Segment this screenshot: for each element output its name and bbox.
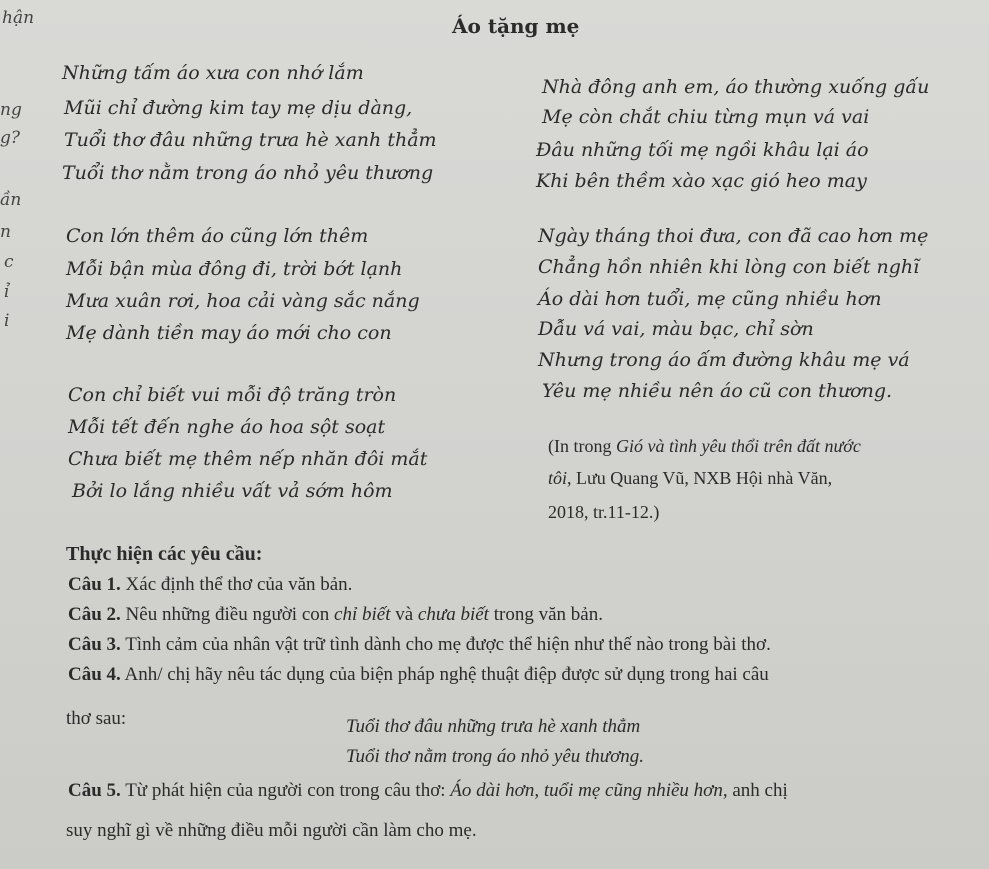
question-label: Câu 5.	[68, 780, 121, 801]
poem-line: Con chỉ biết vui mỗi độ trăng tròn	[68, 384, 397, 406]
question-label: Câu 4.	[68, 664, 121, 685]
edge-fragment: n	[0, 222, 11, 242]
edge-fragment: c	[4, 252, 14, 272]
question-text: Từ phát hiện của người con trong câu thơ:	[120, 780, 451, 801]
poem-line: Những tấm áo xưa con nhớ lắm	[62, 62, 364, 84]
question-text: Nêu những điều người con	[120, 604, 335, 625]
poem-line: Mỗi tết đến nghe áo hoa sột soạt	[68, 416, 386, 438]
citation-book-title-end: tôi	[548, 468, 568, 488]
question-5-continued: suy nghĩ gì về những điều mỗi người cần làm cho mẹ.	[66, 820, 477, 841]
question-4-continued: thơ sau:	[66, 708, 127, 729]
poem-line: Yêu mẹ nhiều nên áo cũ con thương.	[542, 380, 893, 402]
quoted-poem-line: Tuổi thơ nằm trong áo nhỏ yêu thương.	[346, 746, 645, 767]
question-5	[68, 780, 788, 802]
citation-book-title: Gió và tình yêu thổi trên đất nước	[615, 436, 861, 456]
poem-line: Mưa xuân rơi, hoa cải vàng sắc nắng	[66, 290, 420, 312]
requirements-heading: Thực hiện các yêu cầu:	[66, 543, 263, 565]
edge-fragment: i	[4, 311, 10, 331]
poem-line: Ngày tháng thoi đưa, con đã cao hơn mẹ	[538, 225, 929, 247]
poem-line: Mẹ dành tiền may áo mới cho con	[66, 322, 392, 344]
poem-line: Tuổi thơ nằm trong áo nhỏ yêu thương	[62, 162, 434, 184]
poem-line: Nhà đông anh em, áo thường xuống gấu	[542, 76, 930, 98]
poem-line: Áo dài hơn tuổi, mẹ cũng nhiều hơn	[538, 288, 882, 310]
citation-line-1	[548, 436, 861, 457]
question-label: Câu 3.	[68, 634, 121, 655]
poem-line: Bởi lo lắng nhiều vất vả sớm hôm	[72, 480, 393, 502]
citation-line-2	[548, 468, 832, 489]
question-text: Xác định thể thơ của văn bản.	[120, 574, 353, 595]
poem-title: Áo tặng mẹ	[452, 14, 580, 38]
question-text: , anh chị	[722, 780, 788, 801]
poem-line: Mỗi bận mùa đông đi, trời bớt lạnh	[66, 258, 403, 280]
question-text: và	[390, 604, 418, 625]
question-text: trong văn bản.	[488, 604, 603, 625]
edge-fragment: ỉ	[4, 282, 10, 302]
question-emphasis: Áo dài hơn, tuổi mẹ cũng nhiều hơn	[450, 780, 723, 801]
question-4	[68, 664, 769, 686]
question-emphasis: chỉ biết	[334, 604, 391, 625]
poem-line: Đâu những tối mẹ ngồi khâu lại áo	[536, 139, 869, 161]
poem-line: Nhưng trong áo ấm đường khâu mẹ vá	[538, 349, 910, 371]
poem-line: Chưa biết mẹ thêm nếp nhăn đôi mắt	[68, 448, 428, 470]
question-2	[68, 604, 603, 626]
quoted-poem-line: Tuổi thơ đâu những trưa hè xanh thẳm	[346, 716, 641, 737]
citation-line-3: 2018, tr.11-12.)	[548, 502, 660, 522]
question-3	[68, 634, 771, 656]
question-text: Tình cảm của nhân vật trữ tình dành cho mẹ được thể hiện như thế nào trong bài thơ.	[120, 634, 771, 655]
citation-prefix: (In trong	[548, 436, 616, 456]
poem-line: Khi bên thềm xào xạc gió heo may	[536, 170, 867, 192]
citation-author: , Lưu Quang Vũ, NXB Hội nhà Văn,	[567, 468, 833, 488]
question-label: Câu 1.	[68, 574, 121, 595]
question-text: Anh/ chị hãy nêu tác dụng của biện pháp nghệ thuật điệp được sử dụng trong hai câu	[120, 664, 769, 685]
poem-line: Chẳng hồn nhiên khi lòng con biết nghĩ	[538, 256, 920, 278]
question-label: Câu 2.	[68, 604, 121, 625]
poem-line: Mẹ còn chắt chiu từng mụn vá vai	[542, 106, 870, 128]
poem-line: Dẫu vá vai, màu bạc, chỉ sờn	[538, 318, 814, 340]
edge-fragment: g?	[0, 128, 20, 148]
question-emphasis: chưa biết	[417, 604, 489, 625]
poem-line: Mũi chỉ đường kim tay mẹ dịu dàng,	[64, 97, 413, 119]
question-1	[68, 574, 352, 596]
poem-line: Tuổi thơ đâu những trưa hè xanh thẳm	[64, 129, 437, 151]
poem-line: Con lớn thêm áo cũng lớn thêm	[66, 225, 369, 247]
edge-fragment: ng	[0, 100, 22, 120]
edge-fragment: ần	[0, 190, 22, 210]
edge-fragment: hận	[2, 8, 35, 28]
